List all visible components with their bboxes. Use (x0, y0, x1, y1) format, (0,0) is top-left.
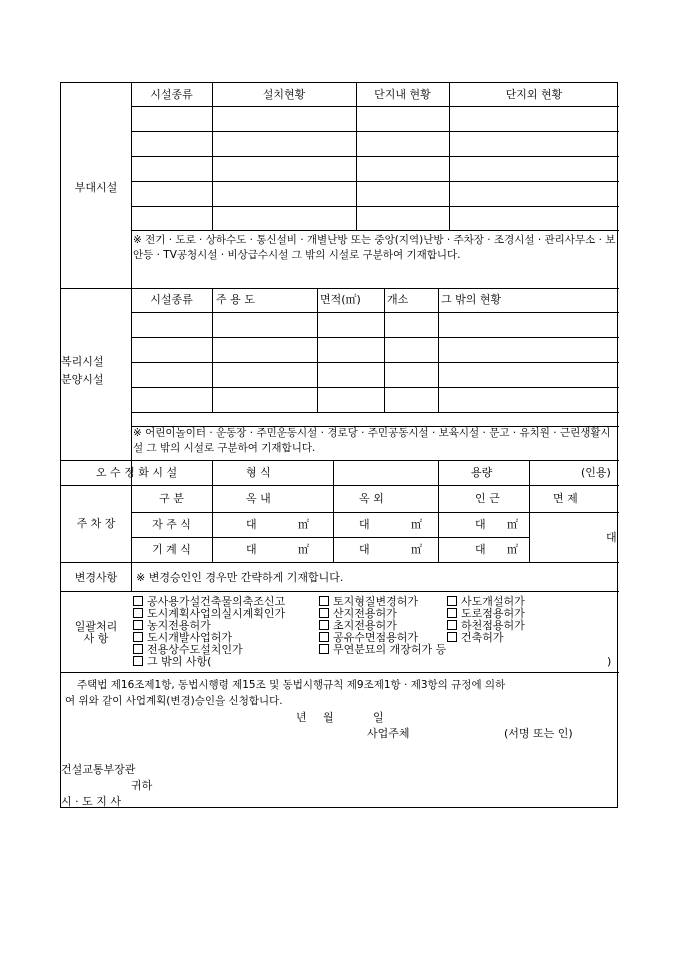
checkbox-item[interactable]: 농지전용허가 (133, 619, 211, 632)
recipient-governor: 시 · 도 지 사 (61, 795, 121, 808)
checkbox-item[interactable]: 건축허가 (447, 631, 504, 644)
sewage-capacity-label: 용량 (471, 466, 493, 479)
checkbox-box[interactable] (133, 596, 143, 606)
parking-outdoor-unit: ㎡ (411, 518, 422, 531)
section-label-buildings: 부대시설 (74, 181, 118, 194)
rule (356, 83, 357, 230)
welfare-note: ※ 어린이놀이터 · 운동장 · 주민운동시설 · 경로당 · 주민공동시설 · 보육시설 · 문고 · 유치원 · 근린생활시설 그 밖의 시설로 구분하여 기재합니다. (133, 427, 611, 454)
rule (131, 106, 619, 107)
checkbox-box[interactable] (447, 620, 457, 630)
checkbox-item[interactable]: 공사용가설건축물의축조신고 (133, 595, 285, 608)
parking-header-outdoor: 옥 외 (359, 492, 384, 505)
checkbox-item[interactable]: 그 밖의 사항( (133, 655, 211, 668)
header-main-use: 주 용 도 (216, 293, 255, 306)
parking-nearby-unit: ㎡ (507, 518, 518, 531)
checkbox-box[interactable] (319, 596, 329, 606)
checkbox-box[interactable] (133, 620, 143, 630)
rule (61, 591, 619, 592)
checkbox-item[interactable]: 하천점용허가 (447, 619, 525, 632)
parking-header-nearby: 인 근 (475, 492, 500, 505)
signature-label: (서명 또는 인) (504, 727, 573, 740)
rule (131, 362, 619, 363)
date-month: 월 (323, 711, 334, 724)
checkbox-item[interactable]: 산지전용허가 (319, 607, 397, 620)
checkbox-item[interactable]: 초지전용허가 (319, 619, 397, 632)
checkbox-item[interactable]: 공유수면점용허가 (319, 631, 418, 644)
parking-nearby-value: 대 (475, 543, 486, 556)
rule (131, 312, 619, 313)
rule (131, 512, 619, 513)
checkbox-item[interactable]: 사도개설허가 (447, 595, 525, 608)
section-label-sale: 분양시설 (61, 373, 104, 386)
date-year: 년 (296, 711, 307, 724)
section-label-welfare: 복리시설 (61, 355, 104, 368)
header-count: 개소 (387, 293, 409, 306)
rule (333, 460, 334, 562)
other-close-paren: ) (607, 655, 612, 668)
checkbox-box[interactable] (447, 632, 457, 642)
section-label-parking: 주 차 장 (76, 517, 116, 530)
change-note: ※ 변경승인인 경우만 간략하게 기재합니다. (136, 571, 344, 584)
section-label-change: 변경사항 (74, 571, 118, 584)
application-form (60, 82, 618, 808)
parking-exempt-value: 대 (606, 531, 617, 544)
parking-header-exempt: 면 제 (553, 492, 578, 505)
buildings-note: ※ 전기 · 도로 · 상하수도 · 통신설비 · 개별난방 또는 중앙(지역)난방 · 주차장 · 조경시설 · 관리사무소 · 보안등 · TV공청시설 · 비상급수시설 그 밖의 시설로 구분하여 기재합니다. (133, 234, 616, 261)
checkbox-box[interactable] (319, 608, 329, 618)
rule (61, 460, 619, 461)
checkbox-item[interactable]: 도시개발사업허가 (133, 631, 232, 644)
section-label-sewage: 오 수 정 화 시 설 (95, 466, 178, 479)
parking-nearby-unit: ㎡ (507, 543, 518, 556)
rule (384, 288, 385, 412)
checkbox-box[interactable] (133, 632, 143, 642)
section-label-bulk: 일괄처리 (74, 620, 118, 633)
parking-row-type: 기 계 식 (152, 543, 191, 556)
rule (61, 562, 619, 563)
rule (131, 131, 619, 132)
rule (61, 288, 619, 289)
checkbox-box[interactable] (447, 596, 457, 606)
date-day: 일 (373, 711, 384, 724)
rule (131, 387, 619, 388)
sewage-form-label: 형 식 (246, 466, 271, 479)
header-other-status: 그 밖의 현황 (441, 293, 502, 306)
section-label-bulk-2: 사 항 (83, 632, 109, 645)
rule (131, 412, 619, 413)
rule (131, 337, 619, 338)
rule (131, 206, 619, 207)
header-inside-complex: 단지내 현황 (374, 88, 431, 101)
rule (212, 460, 213, 562)
checkbox-box[interactable] (447, 608, 457, 618)
recipient-honorific: 귀하 (131, 779, 153, 792)
checkbox-box[interactable] (319, 632, 329, 642)
recipient-minister: 건설교통부장관 (61, 763, 136, 776)
parking-indoor-value: 대 (246, 543, 257, 556)
header-installation: 설치현황 (262, 88, 306, 101)
rule (529, 460, 530, 562)
sewage-unit: (인용) (581, 466, 611, 479)
header-welfare-type: 시설종류 (150, 293, 193, 306)
parking-nearby-value: 대 (475, 518, 486, 531)
rule (131, 156, 619, 157)
parking-header-category: 구 분 (159, 492, 184, 505)
parking-row-type: 자 주 식 (152, 518, 191, 531)
header-outside-complex: 단지외 현황 (505, 88, 563, 101)
parking-indoor-unit: ㎡ (298, 518, 309, 531)
checkbox-item[interactable]: 전용상수도설치인가 (133, 643, 243, 656)
parking-indoor-value: 대 (246, 518, 257, 531)
rule (131, 230, 619, 231)
checkbox-box[interactable] (133, 608, 143, 618)
rule (438, 460, 439, 562)
rule (438, 288, 439, 412)
checkbox-item[interactable]: 토지형질변경허가 (319, 595, 418, 608)
parking-indoor-unit: ㎡ (298, 543, 309, 556)
header-facility-type: 시설종류 (150, 88, 193, 101)
parking-header-indoor: 옥 내 (246, 492, 271, 505)
rule (61, 672, 619, 673)
rule (212, 83, 213, 230)
declaration-line-2: 여 위와 같이 사업계획(변경)승인을 신청합니다. (65, 695, 283, 707)
rule (131, 181, 619, 182)
rule (317, 288, 318, 412)
checkbox-item[interactable]: 도시계획사업의실시계획인가 (133, 607, 285, 620)
declaration-line-1: 주택법 제16조제1항, 동법시행령 제15조 및 동법시행규칙 제9조제1항 · 제3항의 규정에 의하 (77, 679, 506, 691)
parking-outdoor-value: 대 (359, 543, 370, 556)
rule (61, 485, 619, 486)
parking-outdoor-unit: ㎡ (411, 543, 422, 556)
checkbox-item[interactable]: 도로점용허가 (447, 607, 525, 620)
checkbox-box[interactable] (133, 656, 143, 666)
parking-outdoor-value: 대 (359, 518, 370, 531)
rule (212, 288, 213, 412)
applicant-label: 사업주체 (367, 727, 410, 740)
checkbox-box[interactable] (319, 644, 329, 654)
header-area: 면적(㎡) (320, 293, 361, 306)
checkbox-item[interactable]: 무연분묘의 개장허가 등 (319, 643, 446, 656)
rule (449, 83, 450, 230)
rule (131, 537, 529, 538)
checkbox-box[interactable] (133, 644, 143, 654)
rule (131, 83, 132, 591)
checkbox-box[interactable] (319, 620, 329, 630)
